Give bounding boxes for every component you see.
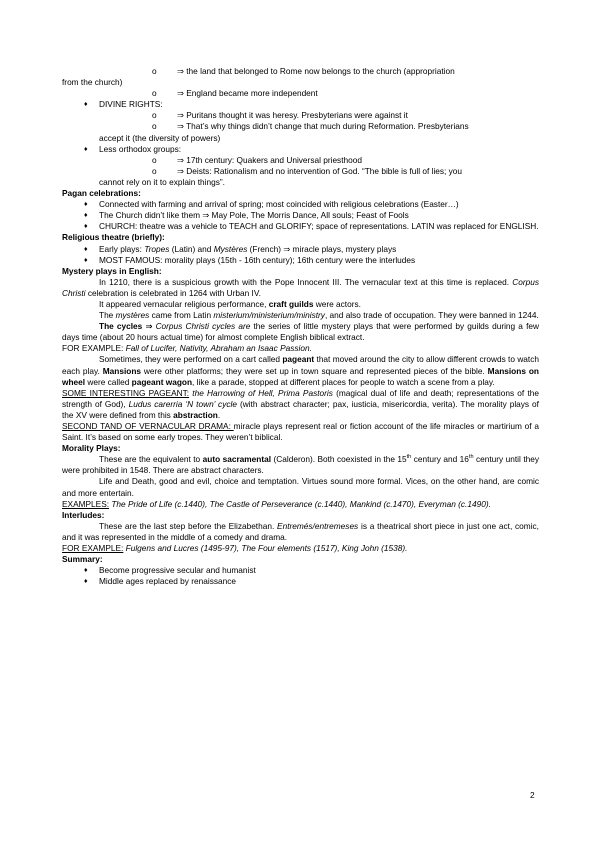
section-heading: Religious theatre (briefly): <box>62 232 165 243</box>
sublist-item: o ⇒ 17th century: Quakers and Universal priesthood <box>152 154 362 165</box>
example-line: EXAMPLES: The Pride of Life (c.1440), The Castle of Perseverance (c.1440), Mankind (c.1470), Everyman (c.1490). <box>62 498 491 509</box>
diamond-bullet-icon: ♦ <box>84 201 88 209</box>
text-line: cannot rely on it to explain things”. <box>99 176 225 187</box>
sublist-item: o ⇒ England became more independent <box>152 88 318 99</box>
paragraph: The mystères came from Latin misterium/ministerium/ministry, and also trade of occupation. They were banned in 1244. <box>99 310 539 321</box>
diamond-bullet-icon: ♦ <box>84 145 88 153</box>
paragraph: These are the last step before the Elizabethan. Entremés/entremeses is a theatrical short piece in just one act, comic, and it was represented in the middle of a comedy and drama. <box>62 520 539 542</box>
circle-bullet-icon: o <box>152 165 157 176</box>
diamond-bullet-icon: ♦ <box>84 101 88 109</box>
paragraph: SECOND TAND OF VERNACULAR DRAMA: miracle plays represent real or fiction account of the life miracles or martirium of a Saint. It’s based on some early tropes. They weren’t biblical. <box>62 421 539 443</box>
paragraph: These are the equivalent to auto sacramental (Calderon). Both coexisted in the 15th century and 16th century until they were prohibited in 1548. There are abstract characters. <box>62 454 540 476</box>
section-heading: Morality Plays: <box>62 443 121 454</box>
circle-bullet-icon: o <box>152 110 157 121</box>
diamond-bullet-icon: ♦ <box>84 245 88 253</box>
paragraph: Sometimes, they were performed on a cart called pageant that moved around the city to allow different crowds to watch each play. Mansions were other platforms; they were set up in town square and represented pieces of the bible. Mansions on wheel were called pageant wagon, like a parade, stopped at different places for people to watch a scene from a play. <box>62 354 539 387</box>
diamond-bullet-icon: ♦ <box>84 578 88 586</box>
circle-bullet-icon: o <box>152 121 157 132</box>
bullet-item: ♦ Middle ages replaced by renaissance <box>84 576 236 587</box>
section-heading: Mystery plays in English: <box>62 265 162 276</box>
bullet-item: ♦ MOST FAMOUS: morality plays (15th - 16th century); 16th century were the interludes <box>84 254 416 265</box>
circle-bullet-icon: o <box>152 66 157 76</box>
section-heading: Interludes: <box>62 509 105 520</box>
bullet-item: ♦ CHURCH: theatre was a vehicle to TEACH and GLORIFY; space of representations. LATIN was replaced for ENGLISH. <box>84 221 539 232</box>
circle-bullet-icon: o <box>152 88 157 99</box>
example-line: FOR EXAMPLE: Fulgens and Lucres (1495-97), The Four elements (1517), King John (1538). <box>62 543 408 554</box>
sublist-item: o ⇒ the land that belonged to Rome now belongs to the church (appropriation <box>152 66 455 76</box>
text-line: accept it (the diversity of powers) <box>99 132 221 143</box>
paragraph: SOME INTERESTING PAGEANT: the Harrowing of Hell, Prima Pastoris (magical dual of life and death; representations of the strength of God), Ludus carerria ‘N town’ cycle (with abstract character; pax, iusticia, misericordia, verita). The morality plays of the XV were defined from this abstraction. <box>62 387 539 420</box>
paragraph: The cycles ⇒ Corpus Christi cycles are the series of little mystery plays that were performed by guilds during a few days time (about 20 hours actual time) for almost complete English biblical extract. <box>62 321 539 343</box>
bullet-item: ♦ Less orthodox groups: <box>84 143 182 154</box>
sublist-item: o ⇒ Deists: Rationalism and no intervention of God. “The bible is full of lies; you <box>152 165 463 176</box>
section-heading: Summary: <box>62 554 103 565</box>
page-number: 2 <box>530 790 535 800</box>
diamond-bullet-icon: ♦ <box>84 212 88 220</box>
bullet-item: ♦ The Church didn’t like them ⇒ May Pole, The Morris Dance, All souls; Feast of Fools <box>84 210 409 221</box>
paragraph: In 1210, there is a suspicious growth with the Pope Innocent III. The vernacular text at this time is replaced. Corpus Christi celebration is celebrated in 1264 with Urban IV. <box>62 276 539 298</box>
bullet-item: ♦ DIVINE RIGHTS: <box>84 99 163 110</box>
sublist-item: o ⇒ Puritans thought it was heresy. Presbyterians were against it <box>152 110 408 121</box>
diamond-bullet-icon: ♦ <box>84 223 88 231</box>
diamond-bullet-icon: ♦ <box>84 567 88 575</box>
diamond-bullet-icon: ♦ <box>84 256 88 264</box>
example-line: FOR EXAMPLE: Fall of Lucifer, Nativity, Abraham an Isaac Passion. <box>62 343 312 354</box>
paragraph: It appeared vernacular religious performance, craft guilds were actors. <box>99 298 361 309</box>
paragraph: Life and Death, good and evil, choice and temptation. Virtues sound more formal. Vices, on the other hand, are comic and more entertain. <box>62 476 539 498</box>
section-heading: Pagan celebrations: <box>62 188 141 199</box>
text-line: from the church) <box>62 77 123 88</box>
sublist-item: o ⇒ That’s why things didn’t change that much during Reformation. Presbyterians <box>152 121 469 132</box>
document-body <box>62 66 539 587</box>
bullet-item: ♦ Connected with farming and arrival of spring; most coincided with religious celebrations (Easter…) <box>84 199 459 210</box>
bullet-item: ♦ Become progressive secular and humanist <box>84 565 256 576</box>
circle-bullet-icon: o <box>152 154 157 165</box>
bullet-item: ♦ Early plays: Tropes (Latin) and Mystères (French) ⇒ miracle plays, mystery plays <box>84 243 397 254</box>
